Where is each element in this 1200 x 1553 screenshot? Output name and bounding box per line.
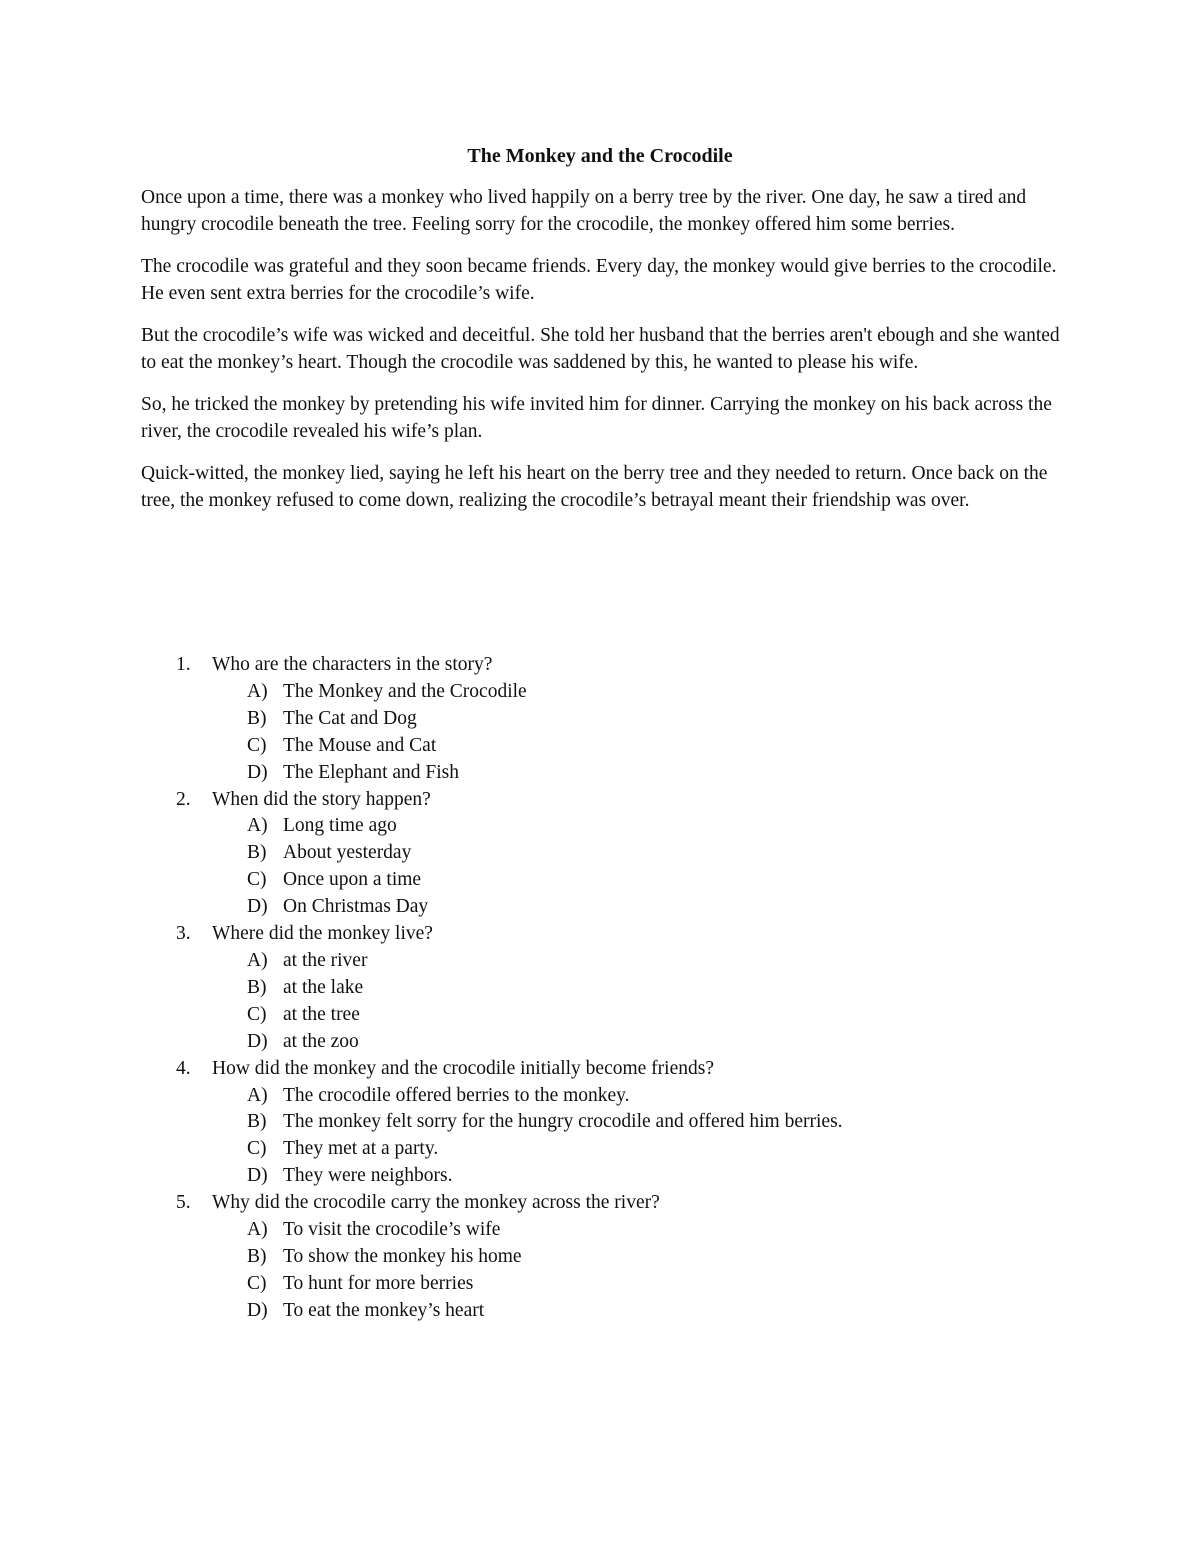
question-number: 1. (176, 654, 191, 675)
option-letter: D) (247, 1299, 268, 1321)
answer-option (141, 1029, 1061, 1056)
question-line (141, 1056, 1061, 1083)
option-letter: A) (247, 815, 268, 837)
option-letter: C) (247, 1003, 267, 1025)
answer-options (141, 1083, 1061, 1191)
option-text: They met at a party. (283, 1138, 439, 1160)
option-text: at the tree (283, 1003, 360, 1025)
answer-options (141, 679, 1061, 787)
answer-option (141, 679, 1061, 706)
option-letter: A) (247, 949, 268, 971)
story-paragraph: So, he tricked the monkey by pretending his wife invited him for dinner. Carrying the monkey on his back across the river, the crocodile revealed his wife’s plan. (141, 394, 1052, 442)
question-item (141, 787, 1061, 922)
question-item (141, 921, 1061, 1056)
answer-option (141, 867, 1061, 894)
option-text: To show the monkey his home (283, 1245, 522, 1267)
option-letter: D) (247, 1030, 268, 1052)
question-text: When did the story happen? (212, 788, 431, 810)
option-text: The monkey felt sorry for the hungry crocodile and offered him berries. (283, 1111, 843, 1133)
option-text: Once upon a time (283, 869, 422, 891)
option-text: To visit the crocodile’s wife (283, 1219, 501, 1241)
story-paragraph: Once upon a time, there was a monkey who lived happily on a berry tree by the river. One day, he saw a tired and hungry crocodile beneath the tree. Feeling sorry for the crocodile, the monkey offered him some berries. (141, 187, 1027, 235)
answer-option (141, 975, 1061, 1002)
option-text: The Mouse and Cat (283, 734, 437, 756)
option-letter: A) (247, 1219, 268, 1241)
option-text: The crocodile offered berries to the monkey. (283, 1084, 630, 1106)
option-text: To eat the monkey’s heart (283, 1299, 485, 1321)
answer-option (141, 733, 1061, 760)
answer-option (141, 1271, 1061, 1298)
answer-option (141, 1109, 1061, 1136)
answer-options (141, 813, 1061, 921)
option-letter: C) (247, 1138, 267, 1160)
option-text: at the river (283, 949, 368, 971)
option-letter: C) (247, 734, 267, 756)
question-text: How did the monkey and the crocodile initially become friends? (212, 1057, 714, 1079)
option-letter: B) (247, 707, 267, 729)
story-paragraph: The crocodile was grateful and they soon became friends. Every day, the monkey would give berries to the crocodile. He even sent extra berries for the crocodile’s wife. (141, 256, 1057, 304)
answer-option (141, 1244, 1061, 1271)
question-item (141, 652, 1061, 787)
option-text: On Christmas Day (283, 896, 429, 918)
answer-option (141, 813, 1061, 840)
question-number: 5. (176, 1192, 191, 1214)
question-line (141, 652, 1061, 679)
answer-option (141, 894, 1061, 921)
question-text: Who are the characters in the story? (212, 654, 493, 675)
document-title: The Monkey and the Crocodile (467, 145, 733, 167)
answer-option (141, 706, 1061, 733)
question-number: 2. (176, 788, 191, 810)
option-text: The Cat and Dog (283, 707, 417, 729)
answer-option (141, 948, 1061, 975)
answer-option (141, 1083, 1061, 1110)
answer-option (141, 1217, 1061, 1244)
question-line (141, 787, 1061, 814)
option-letter: D) (247, 896, 268, 918)
answer-option (141, 1136, 1061, 1163)
question-line (141, 921, 1061, 948)
option-text: They were neighbors. (283, 1165, 453, 1187)
question-number: 4. (176, 1057, 191, 1079)
answer-options (141, 948, 1061, 1056)
option-letter: C) (247, 869, 267, 891)
option-text: About yesterday (283, 842, 412, 864)
option-letter: B) (247, 842, 267, 864)
option-text: The Monkey and the Crocodile (283, 680, 527, 702)
option-text: at the zoo (283, 1030, 359, 1052)
option-letter: C) (247, 1272, 267, 1294)
option-letter: B) (247, 1245, 267, 1267)
question-number: 3. (176, 923, 191, 945)
story-paragraph: But the crocodile’s wife was wicked and deceitful. She told her husband that the berries aren't ebough and she wanted to eat the monkey’s heart. Though the crocodile was saddened by this, he wanted to please his wife. (141, 325, 1060, 373)
answer-option (141, 1002, 1061, 1029)
option-letter: D) (247, 1165, 268, 1187)
question-list (141, 652, 1061, 1325)
option-letter: A) (247, 1084, 268, 1106)
answer-option (141, 1298, 1061, 1325)
answer-option (141, 840, 1061, 867)
answer-option (141, 1163, 1061, 1190)
answer-option (141, 760, 1061, 787)
answer-options (141, 1217, 1061, 1325)
option-letter: B) (247, 976, 267, 998)
option-text: Long time ago (283, 815, 397, 837)
story-paragraph: Quick-witted, the monkey lied, saying he left his heart on the berry tree and they needed to return. Once back on the tree, the monkey refused to come down, realizing the crocodile’s betrayal meant their friendship was over. (141, 463, 1048, 511)
story-body (141, 184, 1061, 529)
option-text: The Elephant and Fish (283, 761, 460, 783)
question-text: Where did the monkey live? (212, 923, 433, 945)
question-text: Why did the crocodile carry the monkey across the river? (212, 1192, 660, 1214)
option-letter: A) (247, 680, 268, 702)
option-text: at the lake (283, 976, 364, 998)
question-item (141, 1056, 1061, 1191)
option-text: To hunt for more berries (283, 1272, 474, 1294)
option-letter: D) (247, 761, 268, 783)
option-letter: B) (247, 1111, 267, 1133)
question-line (141, 1190, 1061, 1217)
question-item (141, 1190, 1061, 1325)
